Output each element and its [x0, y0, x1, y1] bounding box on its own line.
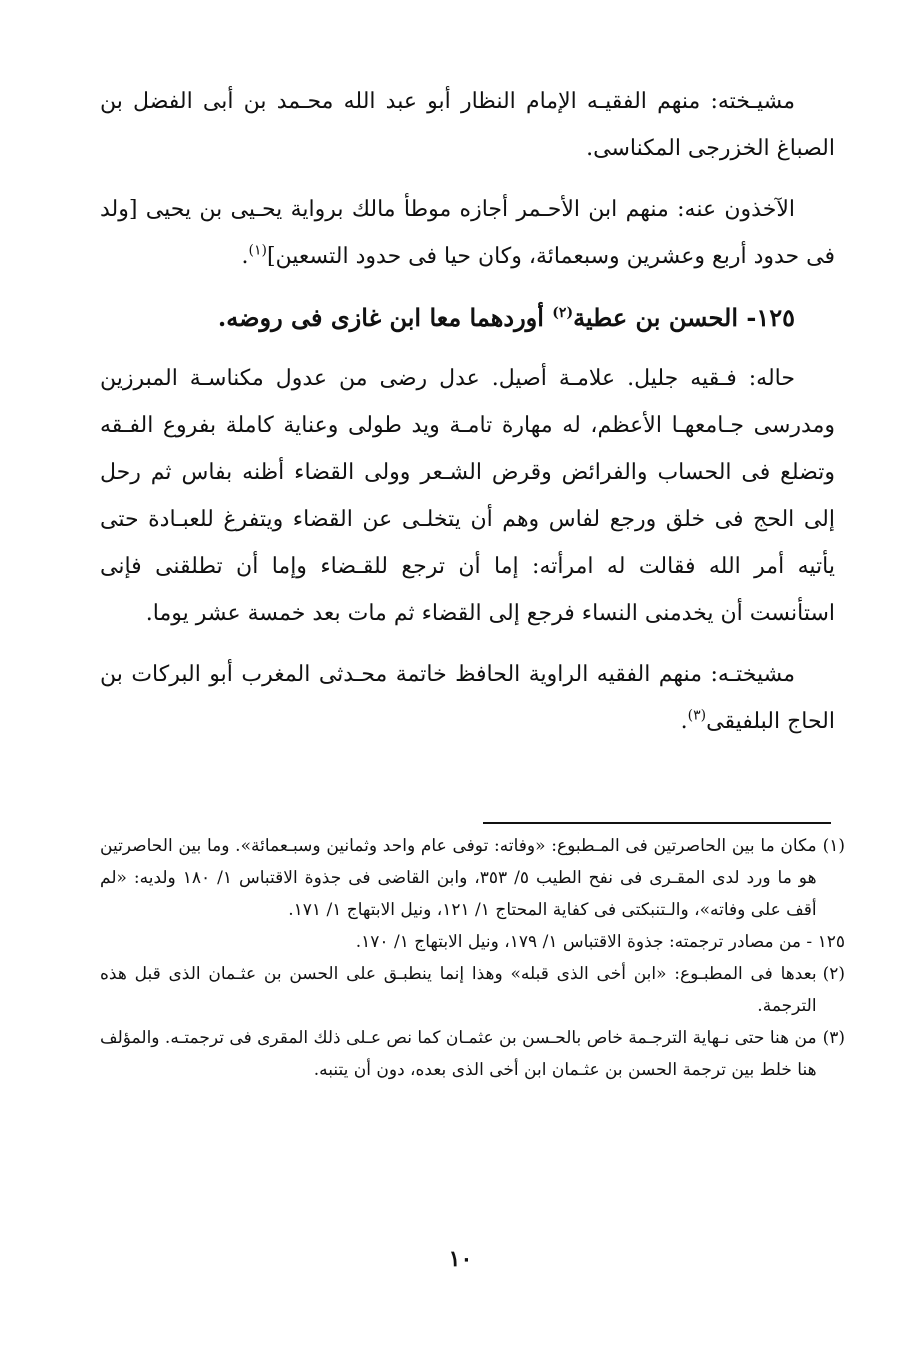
- footnote-ref-2[interactable]: (٢): [552, 305, 574, 321]
- footnote-2: [100, 958, 845, 1022]
- footnotes: [100, 830, 845, 1086]
- main-text: [100, 78, 835, 759]
- footnote-3-mark: (٣): [822, 1028, 845, 1048]
- entry-heading: ١٢٥- الحسن بن عطية$^{(٢)}$ أوردهما معا ابن غازى فى روضه.: [217, 303, 795, 332]
- footnote-3: [100, 1022, 845, 1086]
- footnote-separator: [483, 822, 831, 824]
- paragraph-students: الآخذون عنه: منهم ابن الأحـمر أجازه موطأ مالك برواية يحـيى بن يحيى [ولد فى حدود أربع وعشرين وسبعمائة، وكان حيا فى حدود التسعين]$^{(١)}$.: [100, 197, 835, 269]
- footnote-1: [100, 830, 845, 926]
- footnote-1-mark: (١): [822, 836, 845, 856]
- footnote-1-text: مكان ما بين الحاصرتين فى المـطبوع: «وفاته: توفى عام واحد وثمانين وسبـعمائة». وما بين الحاصرتين هو ما ورد لدى المقـرى فى نفح الطيب ٥/ ٣٥٣، وابن القاضى فى جذوة الاقتباس ١/ ١٨٠ ولديه: «لم أقف على وفاته»، والـتنبكتى فى كفاية المحتاج ١/ ١٢١، ونيل الابتهاج ١/ ١٧١.: [100, 836, 817, 920]
- footnote-ref-1[interactable]: (١): [248, 242, 267, 259]
- footnote-sources: ١٢٥ - من مصادر ترجمته: جذوة الاقتباس ١/ ١٧٩، ونيل الابتهاج ١/ ١٧٠.: [355, 932, 845, 952]
- entry-number: ١٢٥-: [746, 303, 795, 332]
- page-number: ١٠: [448, 1246, 473, 1272]
- paragraph-teachers-2: مشيختـه: منهم الفقيه الراوية الحافظ خاتمة محـدثى المغرب أبو البركات بن الحاج البلفيقى$^{(٣)}$.: [100, 662, 835, 734]
- entry-name: الحسن بن عطية: [573, 303, 747, 332]
- footnote-3-text: من هنا حتى نـهاية الترجـمة خاص بالحـسن بن عثمـان كما نص عـلى ذلك المقرى فى ترجمتـه. والمؤلف هنا خلط بين ترجمة الحسن بن عثـمان ابن أخى الذى بعده، دون أن يتنبه.: [100, 1028, 817, 1080]
- footnote-ref-3[interactable]: (٣): [687, 707, 707, 724]
- footnote-2-mark: (٢): [822, 964, 845, 984]
- footnote-2-text: بعدها فى المطبـوع: «ابن أخى الذى قبله» وهذا إنما ينطبـق على الحسن بن عثـمان الذى قبل هذه الترجمة.: [100, 964, 817, 1016]
- paragraph-biography: حاله: فـقيه جليل. علامـة أصيل. عدل رضى من عدول مكناسـة المبرزين ومدرسى جـامعهـا الأعظم، له مهارة تامـة ويد طولى وعناية كاملة بفروع الفـقه وتضلع فى الحساب والفرائض وقرض الشـعر وولى القضاء أظنه بفاس ثم رحل إلى الحج فى خلق ورجع لفاس وهم أن يتخلـى عن القضاء ويتفرغ للعبـادة حتى يأتيه أمر الله فقالت له امرأته: إما أن ترجع للقـضاء وإما أن تطلقنى فإنى استأنست أن يخدمنى النساء فرجع إلى القضاء ثم مات بعد خمسة عشر يوما.: [100, 366, 835, 626]
- paragraph-teachers-1: مشيـخته: منهم الفقيـه الإمام النظار أبو عبد الله محـمد بن أبى الفضل بن الصباغ الخزرجى المكناسى.: [100, 89, 835, 161]
